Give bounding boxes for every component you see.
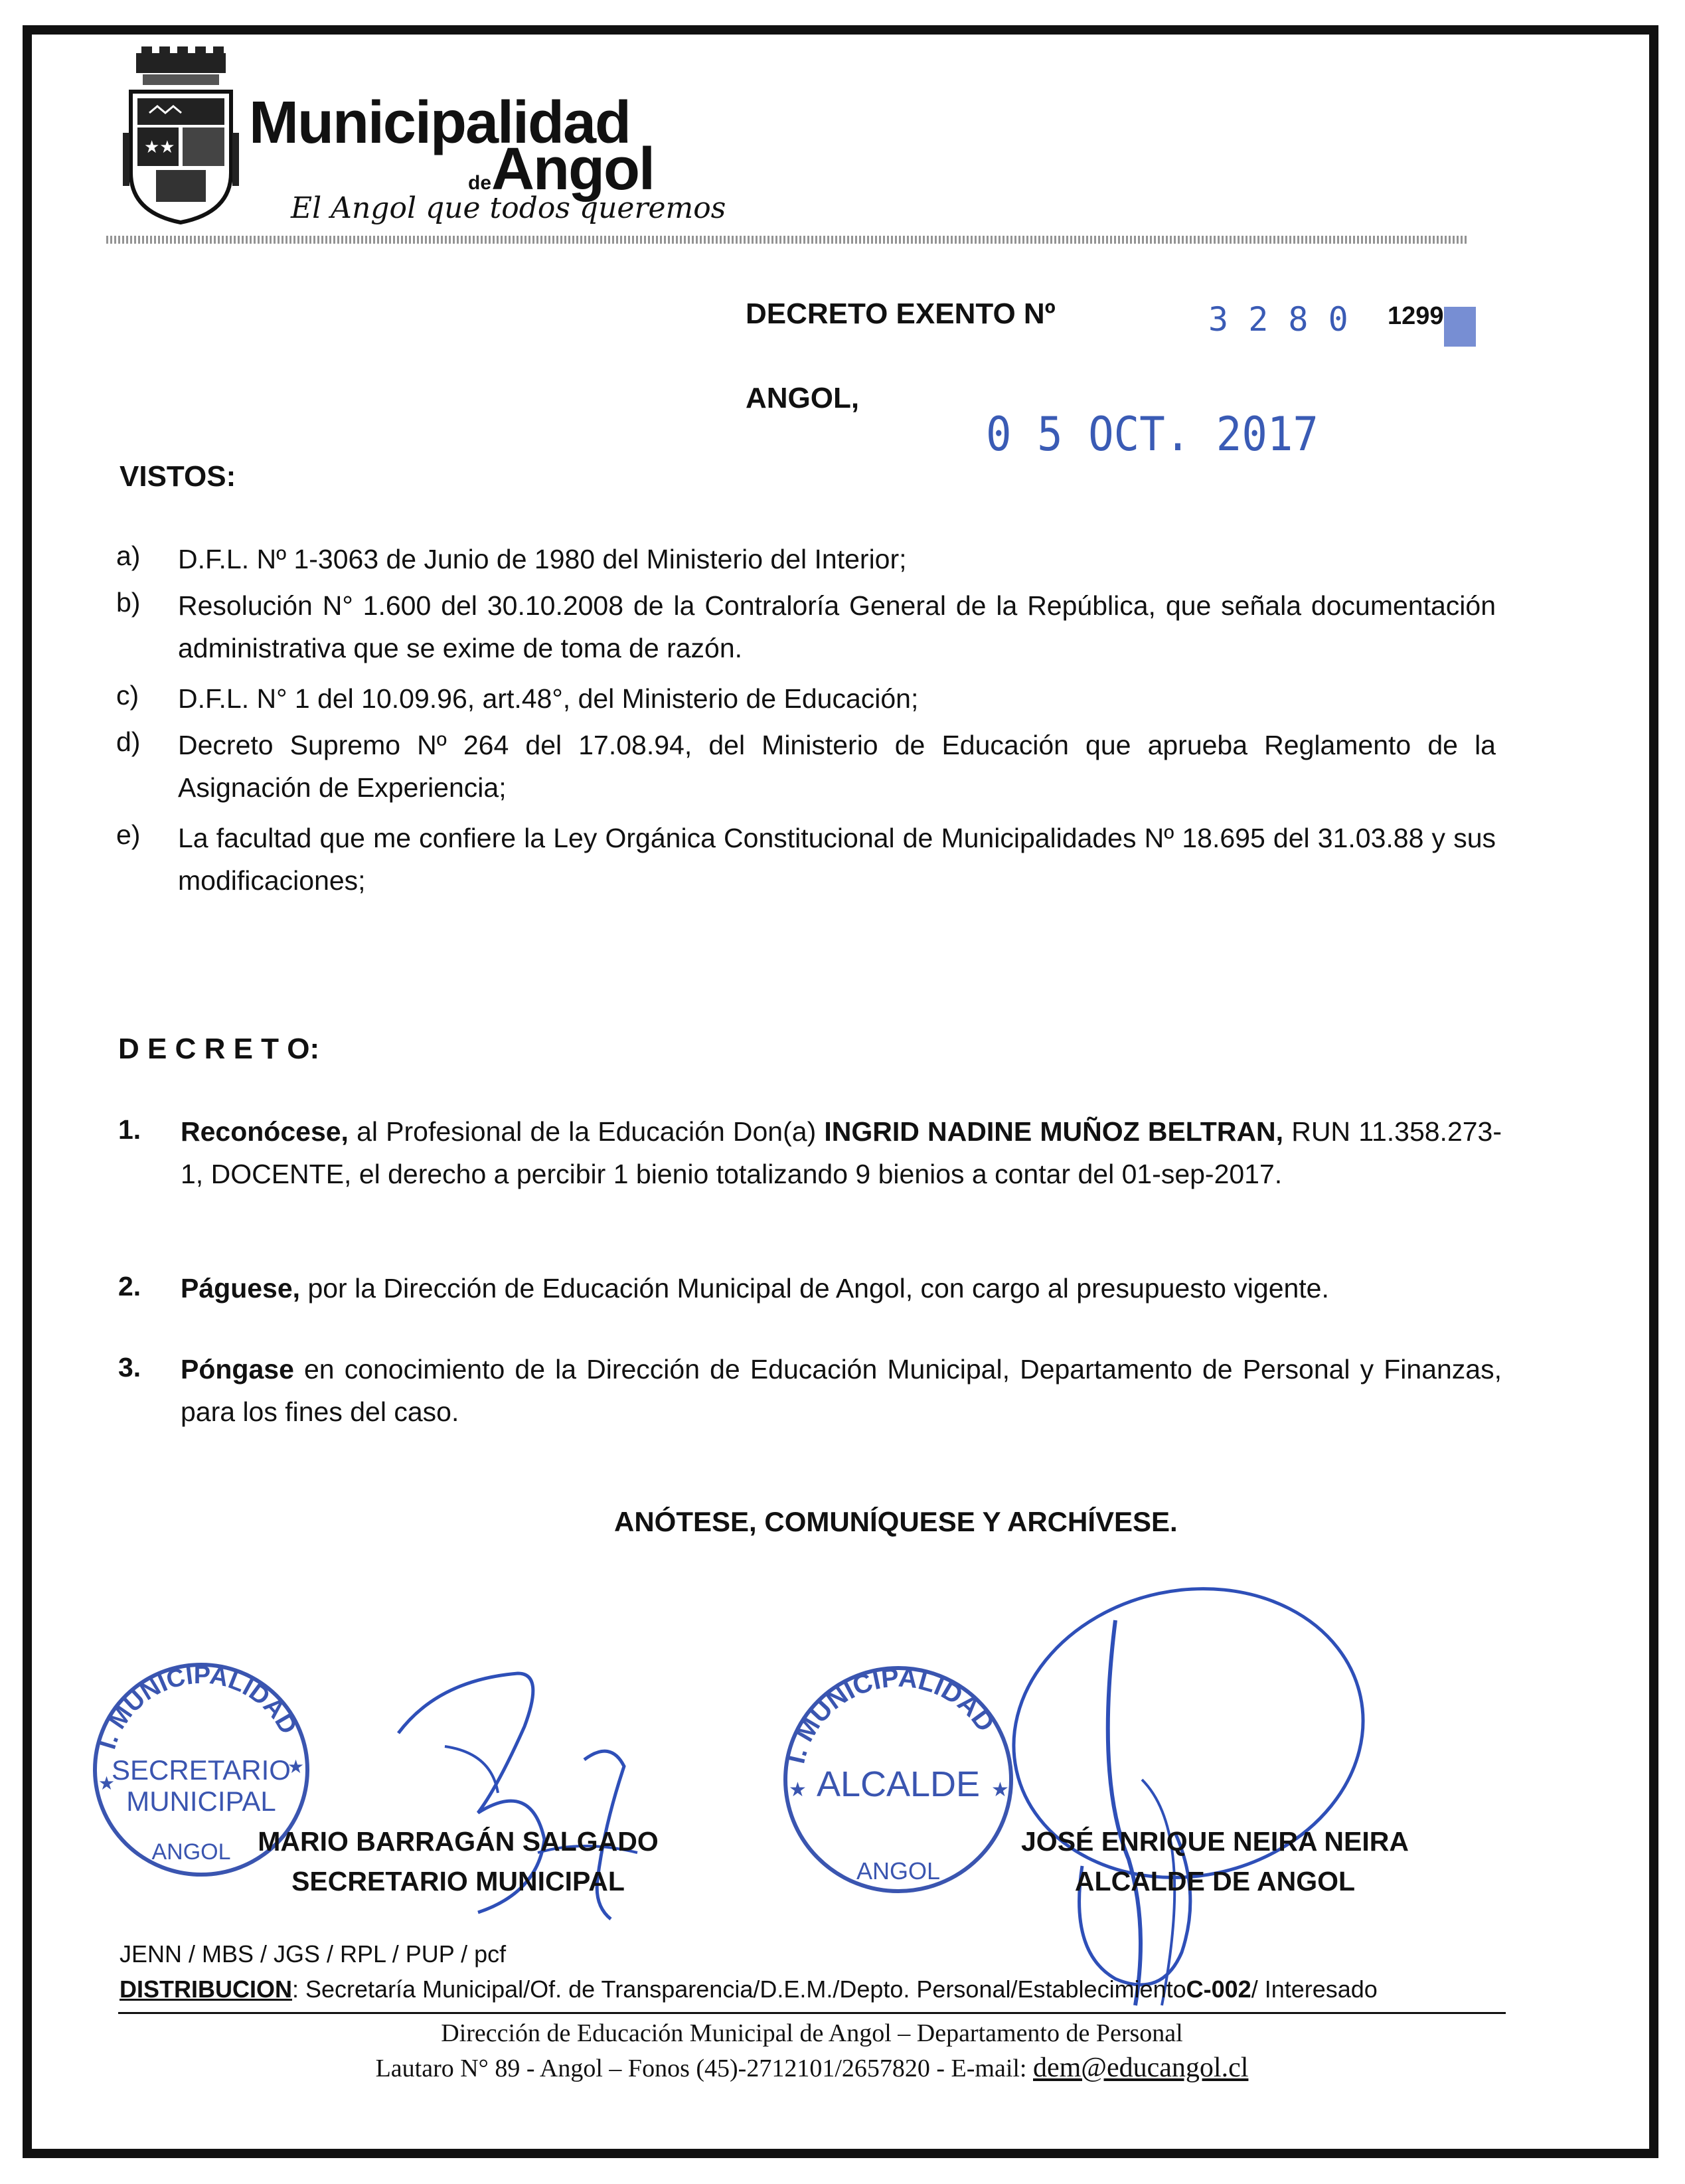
decreto-item-text-cont: RUN 11.358.273-1, DOCENTE, el derecho a percibir 1 bienio totalizando 9 bienios a contar del 01-sep-2017. (181, 1116, 1502, 1189)
place-label: ANGOL, (746, 382, 860, 414)
seal-top-text: I. MUNICIPALIDAD (93, 1661, 303, 1752)
footer-line-2 (118, 2052, 1506, 2084)
decree-small-number: 1299 (1388, 302, 1444, 330)
vistos-letter: c) (116, 680, 139, 711)
org-slogan: El Angol que todos queremos (291, 191, 726, 225)
distribution-code: C-002 (1186, 1975, 1251, 2003)
decreto-item-text: al Profesional de la Educación Don(a) (348, 1116, 825, 1147)
org-name-line1: Municipalidad (249, 90, 631, 156)
seal-star: ★ (98, 1773, 116, 1794)
vistos-letter: e) (116, 819, 141, 850)
coat-of-arms-logo (123, 46, 239, 226)
beneficiary-name: INGRID NADINE MUÑOZ BELTRAN, (824, 1116, 1284, 1147)
footer-address: Lautaro N° 89 - Angol – Fonos (45)-2712101/2657820 - E-mail: (375, 2055, 1027, 2082)
secretary-name: MARIO BARRAGÁN SALGADO (258, 1826, 659, 1857)
footer-rule (118, 2012, 1506, 2014)
seal-star: ★ (991, 1779, 1009, 1801)
vistos-letter: b) (116, 587, 141, 618)
header-divider (106, 236, 1467, 244)
decreto-item-verb: Póngase (181, 1354, 294, 1385)
decreto-item-number: 3. (118, 1352, 141, 1383)
initials-line: JENN / MBS / JGS / RPL / PUP / pcf (120, 1940, 507, 1968)
vistos-letter: d) (116, 726, 141, 757)
seal-bottom-text: ANGOL (856, 1857, 941, 1885)
date-stamp: 0 5 OCT. 2017 (986, 408, 1319, 462)
vistos-item: Decreto Supremo Nº 264 del 17.08.94, del Ministerio de Educación que aprueba Reglamento de la Asignación de Experiencia; (178, 730, 1496, 803)
vistos-letter: a) (116, 541, 141, 571)
small-blue-mark (1444, 307, 1476, 347)
seal-mid-text-1: ALCALDE (816, 1764, 981, 1804)
distribution-line (120, 1975, 1378, 2003)
vistos-heading: VISTOS: (120, 460, 236, 493)
mayor-name: JOSÉ ENRIQUE NEIRA NEIRA (1021, 1826, 1409, 1857)
decreto-item-text: por la Dirección de Educación Municipal de Angol, con cargo al presupuesto vigente. (300, 1273, 1329, 1303)
seal-bottom-text: ANGOL (151, 1839, 231, 1865)
vistos-item: D.F.L. Nº 1-3063 de Junio de 1980 del Ministerio del Interior; (178, 544, 907, 574)
distribution-text-end: / Interesado (1251, 1975, 1378, 2003)
decreto-item-3 (181, 1348, 1502, 1433)
seal-top-text: I. MUNICIPALIDAD (781, 1663, 1001, 1766)
decreto-item-2 (181, 1267, 1502, 1309)
seal-mid-text-1: SECRETARIO (112, 1754, 291, 1786)
secretary-title: SECRETARIO MUNICIPAL (291, 1866, 625, 1896)
vistos-item: Resolución N° 1.600 del 30.10.2008 de la Contraloría General de la República, que señala documentación administrativa que se exime de toma de razón. (178, 590, 1496, 663)
decreto-item-text: en conocimiento de la Dirección de Educación Municipal, Departamento de Personal y Finanzas, para los fines del caso. (181, 1354, 1502, 1427)
decreto-heading: D E C R E T O: (118, 1033, 320, 1065)
footer-email-link[interactable]: dem@educangol.cl (1033, 2053, 1249, 2083)
vistos-item: La facultad que me confiere la Ley Orgánica Constitucional de Municipalidades Nº 18.695 del 31.03.88 y sus modificaciones; (178, 823, 1496, 896)
svg-text:★★: ★★ (144, 137, 175, 157)
decree-title: DECRETO EXENTO Nº (746, 297, 1056, 330)
decree-number-stamp: 3 2 8 0 (1208, 300, 1348, 339)
distribution-label: DISTRIBUCION (120, 1975, 292, 2003)
closing-formula: ANÓTESE, COMUNÍQUESE Y ARCHÍVESE. (614, 1506, 1178, 1537)
distribution-text: : Secretaría Municipal/Of. de Transparencia/D.E.M./Depto. Personal/Establecimiento (292, 1975, 1186, 2003)
seal-star: ★ (789, 1779, 807, 1801)
seal-star: ★ (287, 1756, 305, 1777)
decreto-item-verb: Páguese, (181, 1273, 301, 1303)
org-name-angol: Angol (491, 136, 654, 203)
footer-line-1: Dirección de Educación Municipal de Angol – Departamento de Personal (441, 2019, 1183, 2047)
vistos-item: D.F.L. N° 1 del 10.09.96, art.48°, del Ministerio de Educación; (178, 683, 919, 714)
org-name-de: de (468, 172, 492, 194)
decreto-item-number: 2. (118, 1271, 141, 1302)
mayor-title: ALCALDE DE ANGOL (1074, 1866, 1356, 1896)
decreto-item-number: 1. (118, 1114, 141, 1145)
decreto-item-1 (181, 1110, 1502, 1195)
org-name-line2 (468, 136, 654, 203)
decreto-item-verb: Reconócese, (181, 1116, 349, 1147)
seal-mid-text-2: MUNICIPAL (126, 1786, 276, 1817)
